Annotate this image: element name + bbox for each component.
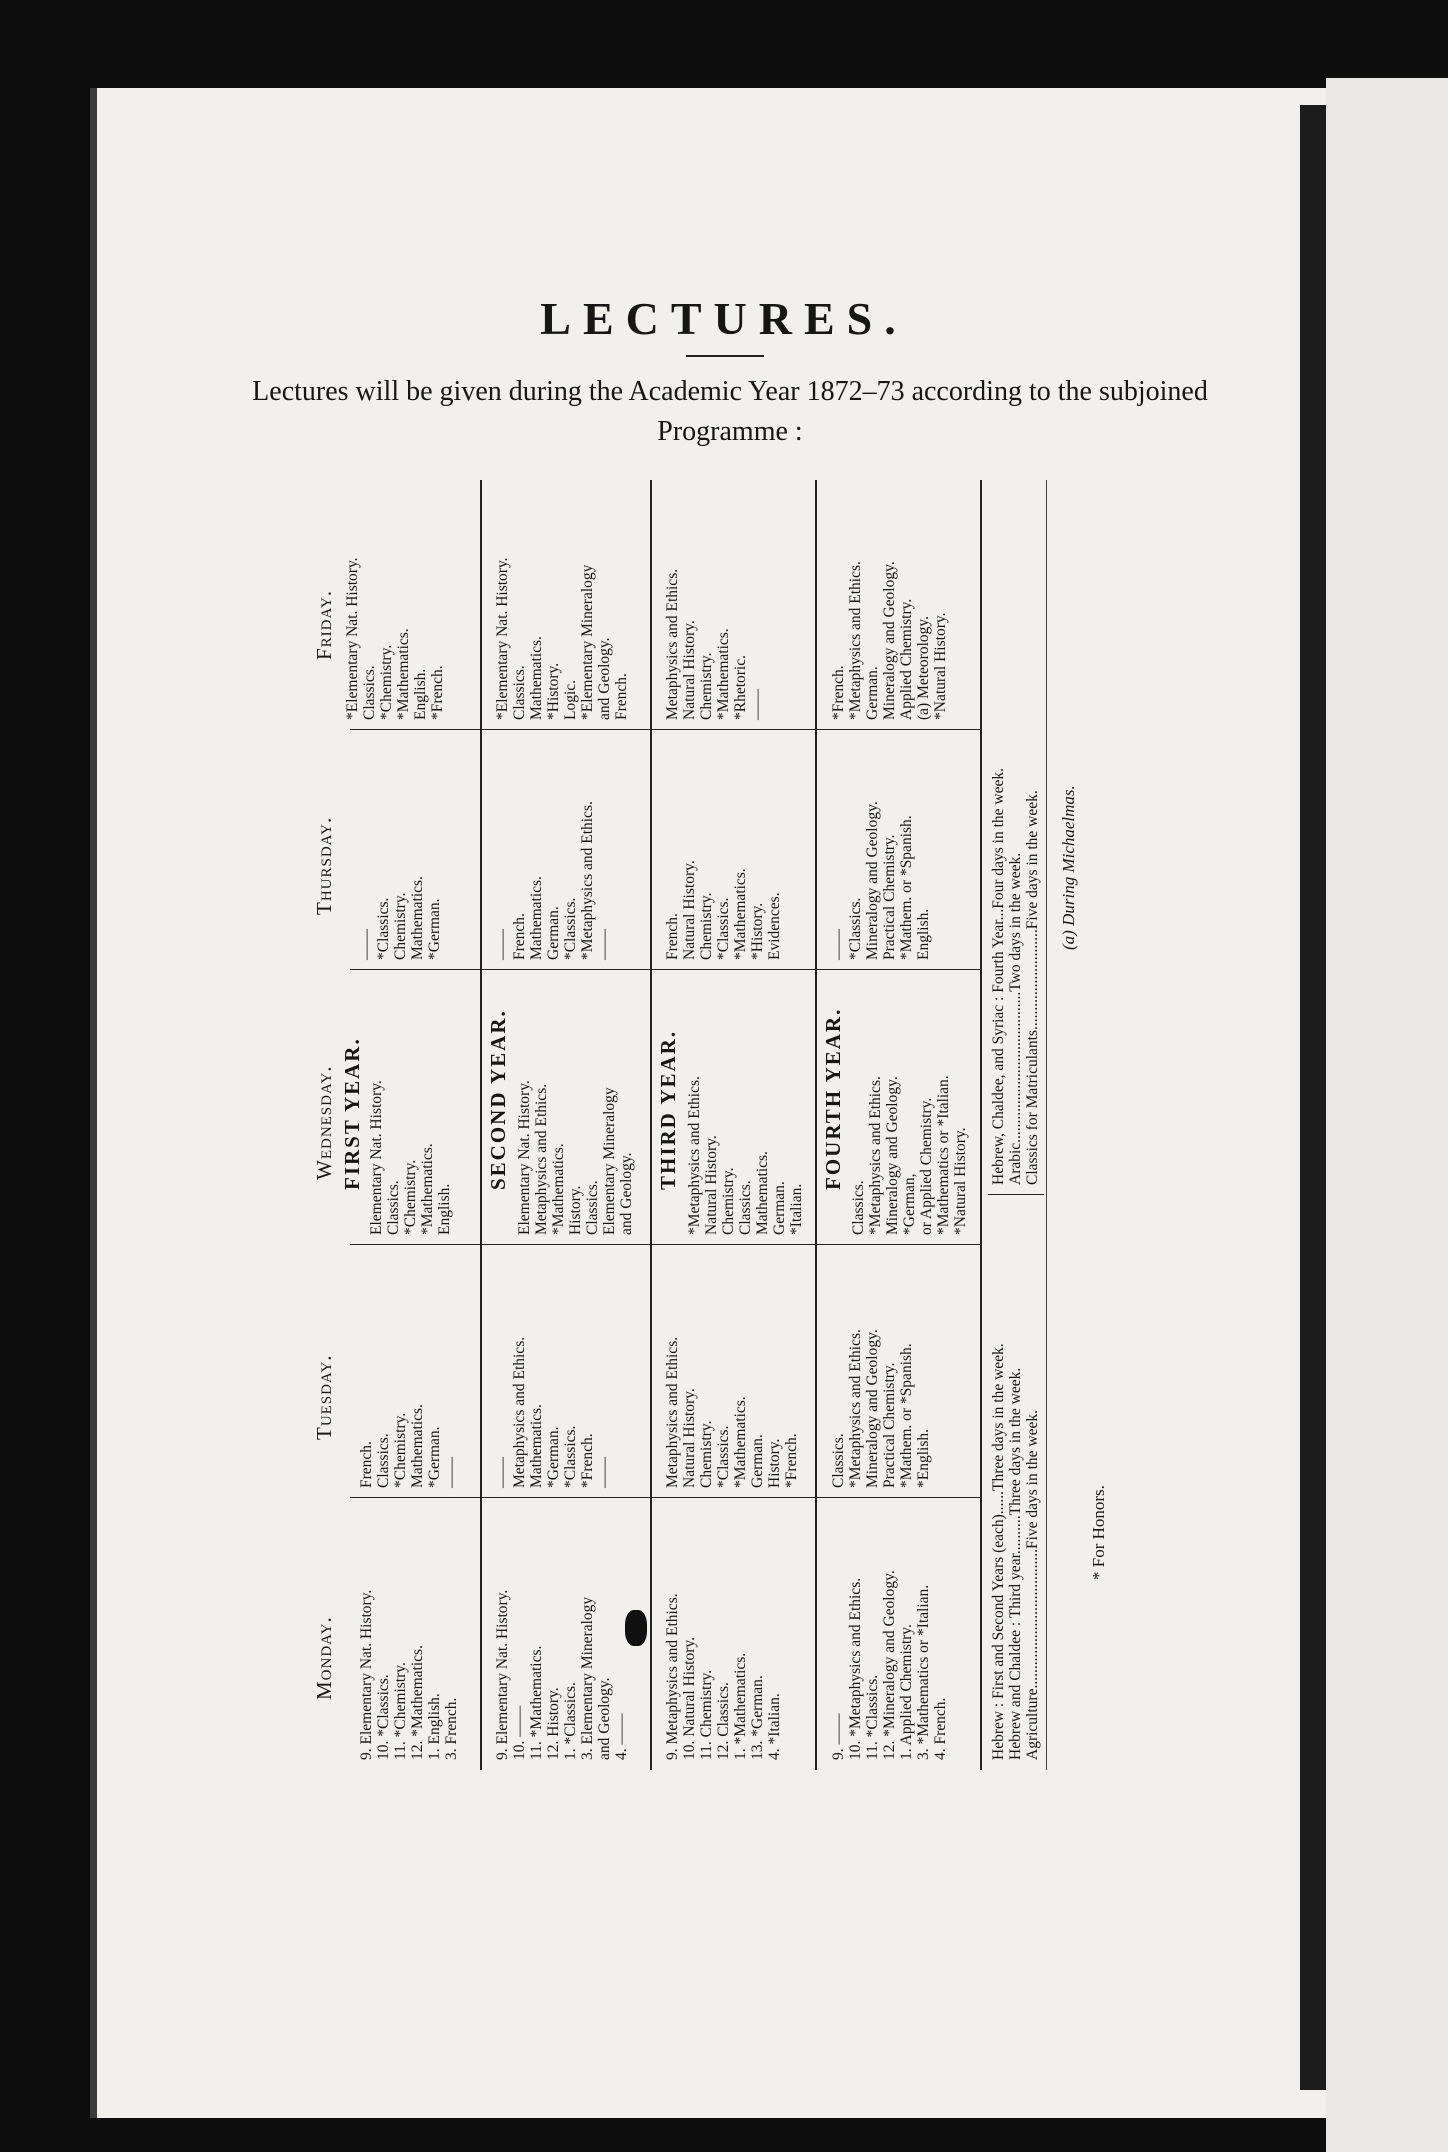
day-header-monday: Monday. [312, 1616, 336, 1700]
cell-friday: *French. *Metaphysics and Ethics. German. Mineralogy and Geology. Applied Chemistry. (a) Meteorology. *Natural History. [830, 561, 949, 720]
cell-tuesday: —— Metaphysics and Ethics. Mathematics. *German. *Classics. *French. —— [494, 1336, 613, 1488]
cell-friday: Metaphysics and Ethics. Natural History. Chemistry. *Mathematics. *Rhetoric. —— [664, 568, 766, 720]
timetable [300, 480, 1140, 1770]
cell-monday: 9. —— 10. *Metaphysics and Ethics. 11. *Classics. 12. *Mineralogy and Geology. 1. Applied Chemistry. 3. *Mathematics or *Italian. 4. French. [830, 1570, 949, 1760]
day-header-friday: Friday. [312, 589, 336, 660]
footer-right: Hebrew, Chaldee, and Syriac : Fourth Year...Four days in the week. Arabic.......................................Two days in the week. Classics for Matriculants..........................Five days in the week. [990, 768, 1041, 1185]
cell-friday: *Elementary Nat. History. Classics. Mathematics. *History. Logic. *Elementary Mineralogy and Geology. French. [494, 557, 630, 720]
year-divider [815, 480, 817, 1770]
title-rule [686, 355, 764, 357]
column-rule [350, 1497, 980, 1498]
page-title: LECTURES. [540, 293, 908, 344]
cell-thursday: —— *Classics. Chemistry. Mathematics. *German. [358, 876, 443, 960]
cell-thursday: French. Natural History. Chemistry. *Classics. *Mathematics. *History. Evidences. [664, 860, 783, 960]
footer-left: Hebrew : First and Second Years (each)......Three days in the week. Hebrew and Chaldee : Third year..........Three days in the week. Agriculture....................................Five days in the week. [990, 1343, 1041, 1760]
note-honors: * For Honors. [1089, 1485, 1108, 1580]
cell-monday: 9. Elementary Nat. History. 10. *Classics. 11. *Chemistry. 12. *Mathematics. 1. English. 3. French. [358, 1589, 460, 1760]
day-header-tuesday: Tuesday. [312, 1354, 336, 1440]
intro-text: Lectures will be given during the Academic Year 1872–73 according to the subjoined Programme : [252, 376, 1208, 447]
column-rule [350, 729, 980, 730]
cell-tuesday: French. Classics. *Chemistry. Mathematics. *German. —— [358, 1404, 460, 1488]
cell-tuesday: Metaphysics and Ethics. Natural History. Chemistry. *Classics. *Mathematics. German. History. *French. [664, 1336, 800, 1488]
column-rule [350, 1244, 980, 1245]
year-divider [480, 480, 482, 1770]
facing-page [1326, 78, 1448, 2152]
year-heading: FIRST YEAR. [340, 1037, 364, 1190]
page-gutter [1300, 105, 1326, 2090]
cell-wednesday: Elementary Nat. History. Classics. *Chemistry. *Mathematics. English. [368, 1080, 453, 1235]
day-header-thursday: Thursday. [312, 816, 336, 915]
footer-divider [988, 1194, 1044, 1195]
cell-tuesday: Classics. *Metaphysics and Ethics. Mineralogy and Geology. Practical Chemistry. *Mathem. or *Spanish. *English. [830, 1329, 932, 1488]
note-michaelmas: (a) During Michaelmas. [1059, 785, 1078, 950]
cell-thursday: —— French. Mathematics. German. *Classics. *Metaphysics and Ethics. —— [494, 801, 613, 960]
day-header-wednesday: Wednesday. [312, 1065, 336, 1180]
year-heading: FOURTH YEAR. [821, 1007, 845, 1190]
cell-wednesday: *Metaphysics and Ethics. Natural History. Chemistry. Classics. Mathematics. German. *Italian. [686, 1076, 805, 1235]
year-heading: SECOND YEAR. [486, 1009, 510, 1190]
cell-friday: *Elementary Nat. History. Classics. *Chemistry. *Mathematics. English. *French. [344, 557, 446, 720]
cell-monday: 9. Metaphysics and Ethics. 10. Natural History. 11. Chemistry. 12. Classics. 1. *Mathematics. 13. *German. 4. *Italian. [664, 1593, 783, 1760]
cell-monday: 9. Elementary Nat. History. 10. —— 11. *Mathematics. 12. History. 1. *Classics. 3. Elementary Mineralogy and Geology. 4. —— [494, 1589, 630, 1760]
cell-wednesday: Classics. *Metaphysics and Ethics. Mineralogy and Geology. *German, or Applied Chemistry. *Mathematics or *Italian. *Natural History. [850, 1075, 969, 1235]
ink-blot [625, 1610, 647, 1646]
column-rule [350, 969, 980, 970]
footer-rule [1046, 480, 1047, 1770]
cell-thursday: —— *Classics. Mineralogy and Geology. Practical Chemistry. *Mathem. or *Spanish. English. [830, 801, 932, 960]
cell-wednesday: Elementary Nat. History. Metaphysics and Ethics. *Mathematics. History. Classics. Elementary Mineralogy and Geology. [516, 1080, 635, 1235]
year-divider [650, 480, 652, 1770]
year-heading: THIRD YEAR. [656, 1029, 680, 1190]
year-divider [980, 480, 982, 1770]
